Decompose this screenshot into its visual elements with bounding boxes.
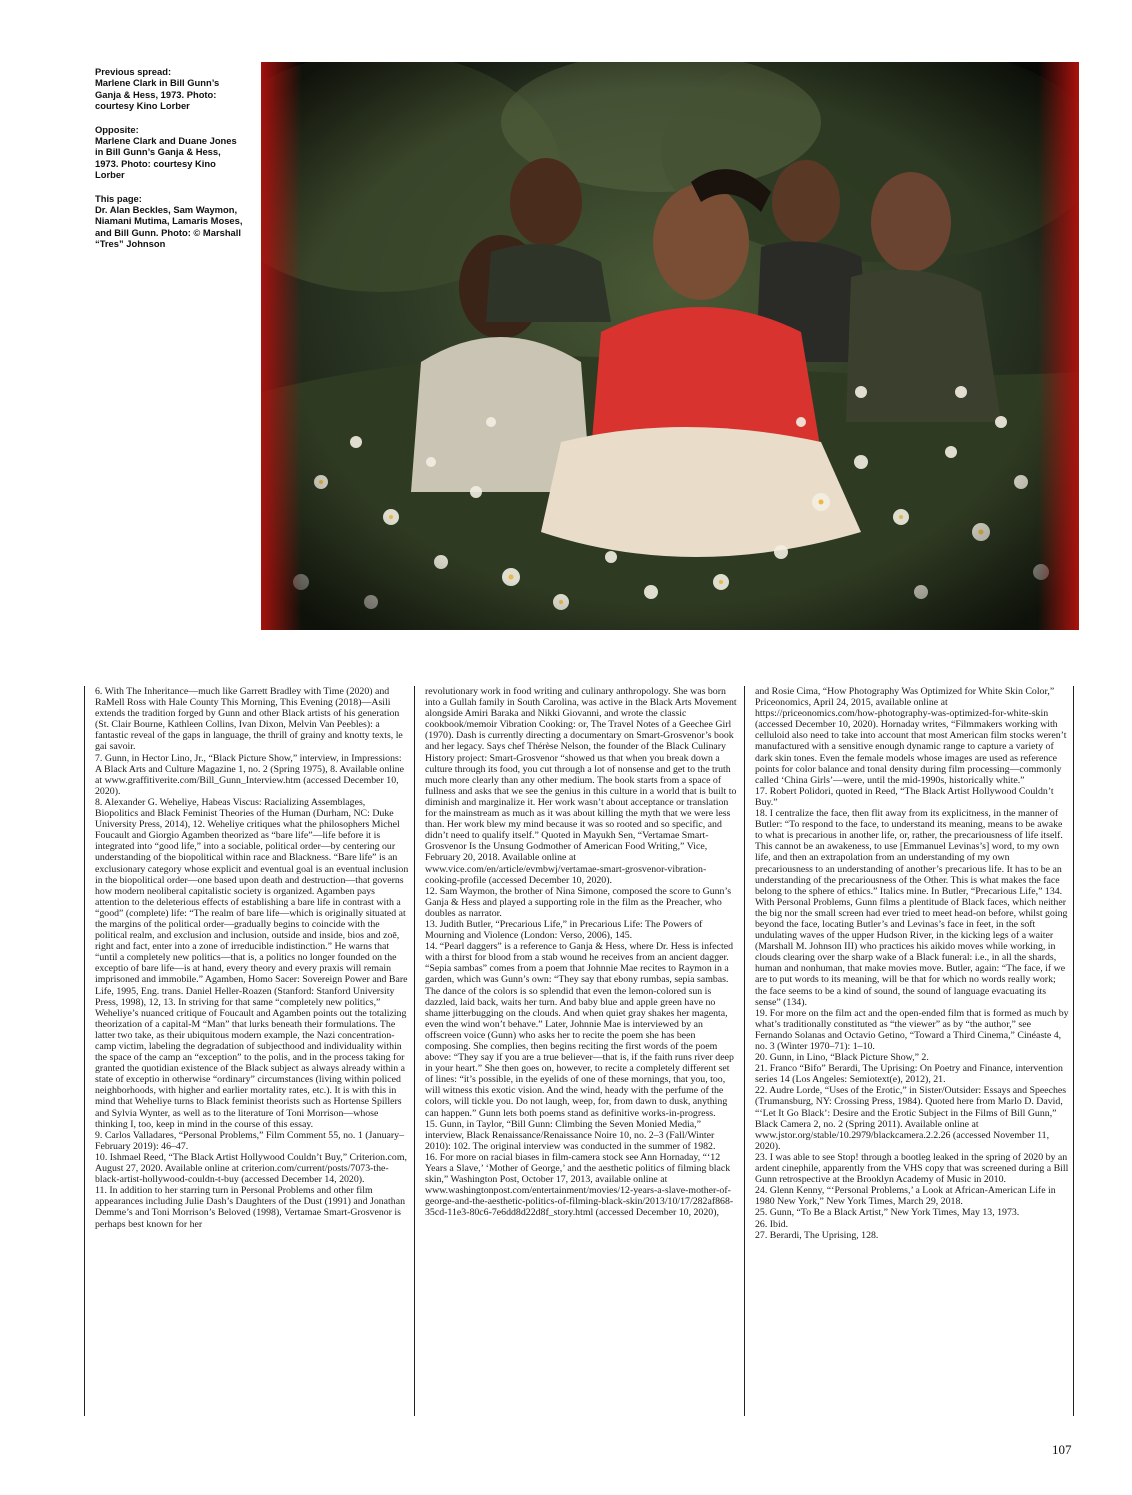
- endnote: 11. In addition to her starring turn in Personal Problems and other film appearances including Julie Dash’s Daughters of the Dust (1991) and Jonathan Demme’s and Toni Morrison’s Beloved (1998), Vertamae Smart-Grosvenor is perhaps best known for her: [95, 1185, 405, 1230]
- endnote: 21. Franco “Bifo” Berardi, The Uprising: On Poetry and Finance, intervention series 14 (Los Angeles: Semiotext(e), 2012), 21.: [755, 1063, 1063, 1086]
- caption-text: Marlene Clark in Bill Gunn’s Ganja & Hess, 1973. Photo: courtesy Kino Lorber: [95, 77, 220, 112]
- group-photo: [261, 62, 1079, 630]
- endnotes-column-2: [414, 686, 744, 1416]
- photo-captions: [95, 66, 245, 262]
- endnote: 25. Gunn, “To Be a Black Artist,” New York Times, May 13, 1973.: [755, 1207, 1020, 1219]
- caption-previous-spread: [95, 66, 245, 112]
- endnote: 20. Gunn, in Lino, “Black Picture Show,” 2.: [755, 1052, 929, 1064]
- endnote: 19. For more on the film act and the open-ended film that is formed as much by what’s traditionally constituted as “the viewer” as by “the author,” see Fernando Solanas and Octavio Getino, “Toward a Third Cinema,” Cinéaste 4, no. 3 (Winter 1970–71): 1–10.: [755, 1007, 1069, 1052]
- endnote: 24. Glenn Kenny, “‘Personal Problems,’ a Look at African-American Life in 1980 New York,” New York Times, March 29, 2018.: [755, 1185, 1056, 1208]
- caption-label: Opposite:: [95, 123, 139, 135]
- endnote: revolutionary work in food writing and culinary anthropology. She was born into a Gullah family in South Carolina, was active in the Black Arts Movement alongside Amiri Baraka and Nikki Giovanni, and wrote the classic cookbook/memoir Vibration Cooking: or, The Travel Notes of a Geechee Girl (1970). Dash is currently directing a documentary on Smart-Grosvenor’s book and her legacy. Says chef Thérèse Nelson, the founder of the Black Culinary History project: Smart-Grosvenor “showed us that when you break down a culture through its food, you cut through a lot of nonsense and get to the truth much more clearly than any other medium. The book starts from a space of fullness and asks that we see the genius in this culture in a world that is built to diminish and marginalize it. Her work wasn’t about acceptance or translation for the mainstream as much as it was about killing the myth that we were less than. Her work blew my mind because it was so rooted and so specific, and didn’t need to qualify itself.” Quoted in Mayukh Sen, “Vertamae Smart-Grosvenor Is the Unsung Godmother of American Food Writing,” Vice, February 20, 2018. Available online at www.vice.com/en/article/evmbwj/vertamae-smart-grosvenor-vibration-cooking-profile (accessed December 10, 2020).: [425, 686, 737, 886]
- endnote: 10. Ishmael Reed, “The Black Artist Hollywood Couldn’t Buy,” Criterion.com, August 27, 2020. Available online at criterion.com/current/posts/7073-the-black-artist-hollywood-couldn-t-buy (accessed December 14, 2020).: [95, 1151, 407, 1186]
- endnote: 27. Berardi, The Uprising, 128.: [755, 1229, 879, 1241]
- page-number: 107: [1052, 1442, 1072, 1457]
- endnotes-column-3: [744, 686, 1074, 1416]
- endnote: 7. Gunn, in Hector Lino, Jr., “Black Picture Show,” interview, in Impressions: A Black Arts and Culture Magazine 1, no. 2 (Spring 1975), 8. Available online at www.graffitiverite.com/Bill_Gunn_Interview.htm (accessed December 10, 2020).: [95, 752, 405, 797]
- caption-text: Dr. Alan Beckles, Sam Waymon, Niamani Mutima, Lamaris Moses, and Bill Gunn. Photo: © Marshall “Tres” Johnson: [95, 204, 243, 250]
- endnote: and Rosie Cima, “How Photography Was Optimized for White Skin Color,” Priceonomics, April 24, 2015, available online at https://priceonomics.com/how-photography-was-optimized-for-white-skin (accessed December 10, 2020). Hornaday writes, “Filmmakers working with celluloid also need to take into account that most American film stocks weren’t manufactured with a sensitive enough dynamic range to capture a variety of dark skin tones. Even the female models whose images are used as reference points for color balance and tonal density during film processing—commonly called ‘China Girls’—were, until the mid-1990s, historically white.”: [755, 686, 1067, 786]
- endnote: 22. Audre Lorde, “Uses of the Erotic,” in Sister/Outsider: Essays and Speeches (Trumansburg, NY: Crossing Press, 1984). Quoted here from Marlo D. David, “‘Let It Go Black’: Desire and the Erotic Subject in the Films of Bill Gunn,” Black Camera 2, no. 2 (Spring 2011). Available online at www.jstor.org/stable/10.2979/blackcamera.2.2.26 (accessed November 11, 2020).: [755, 1085, 1067, 1152]
- endnote: 6. With The Inheritance—much like Garrett Bradley with Time (2020) and RaMell Ross with Hale County This Morning, This Evening (2018)—Asili extends the tradition forged by Gunn and other Black artists of his generation (St. Clair Bourne, Kathleen Collins, Ivan Dixon, Melvin Van Peebles): a fantastic reveal of the gaps in language, the thrill of grainy and knotty texts, le gai savoir.: [95, 686, 403, 753]
- endnote: 9. Carlos Valladares, “Personal Problems,” Film Comment 55, no. 1 (January–February 2019): 46–47.: [95, 1129, 405, 1152]
- endnotes: [84, 686, 1082, 1416]
- caption-label: Previous spread:: [95, 66, 172, 77]
- group-photo-illustration: [261, 62, 1079, 630]
- endnote: 23. I was able to see Stop! through a bootleg leaked in the spring of 2020 by an ardent cinephile, apparently from the VHS copy that was screened during a Bill Gunn retrospective at the Brooklyn Academy of Music in 2010.: [755, 1151, 1069, 1186]
- endnote: 17. Robert Polidori, quoted in Reed, “The Black Artist Hollywood Couldn’t Buy.”: [755, 785, 1054, 808]
- endnote: 14. “Pearl daggers” is a reference to Ganja & Hess, where Dr. Hess is infected with a thirst for blood from a stab wound he receives from an ancient dagger. “Sepia sambas” comes from a poem that Johnnie Mae recites to Raymon in a garden, which was Gunn’s own: “They say that ebony rumbas, sepia sambas. The dance of the colors is so splendid that even the lemon-colored sun is dazzled, laid back, waits her turn. And baby blue and apple green have no shame jitterbugging on the clouds. And when quiet gray shakes her magenta, even the wind won’t behave.” Later, Johnnie Mae is interviewed by an offscreen voice (Gunn) who asks her to recite the poem she has been composing. She complies, then begins reciting the first words of the poem above: “They say if you are a true believer—that is, if the faith runs river deep in your heart.” She then goes on, however, to recite a completely different set of lines: “it’s possible, in the eyelids of one of these mornings, that you, too, will witness this exotic vision. And the wind, heady with the perfume of the colors, will tickle you. Do not laugh, weep, for, from dawn to dusk, anything can happen.” Gunn lets both poems stand as definitive works-in-progress.: [425, 941, 734, 1119]
- endnote: 13. Judith Butler, “Precarious Life,” in Precarious Life: The Powers of Mourning and Violence (London: Verso, 2006), 145.: [425, 918, 703, 942]
- endnote: 8. Alexander G. Weheliye, Habeas Viscus: Racializing Assemblages, Biopolitics and Black Feminist Theories of the Human (Durham, NC: Duke University Press, 2014), 12. Weheliye critiques what the philosophers Michel Foucault and Giorgio Agamben theorized as “bare life”—life before it is integrated into “good life,” into a sociable, political order—by centering our understanding of the biopolitical within race and Blackness. “Bare life” is an exclusionary category whose explicit and eventual goal is an eventual inclusion in the biopolitical order—one based upon death and destruction—that governs how modern neoliberal capitalistic society is organized. Agamben pays attention to the deleterious effects of establishing a bare life in contrast with a “good” (complete) life: “The realm of bare life—which is originally situated at the margins of the political order—gradually begins to coincide with the political realm, and exclusion and inclusion, outside and inside, bios and zoē, right and fact, enter into a zone of irreducible indistinction.” He warns that “until a completely new politics—that is, a politics no longer founded on the exceptio of bare life—is at hand, every theory and every praxis will remain imprisoned and immobile.” Agamben, Homo Sacer: Sovereign Power and Bare Life, 1995, Eng. trans. Daniel Heller-Roazen (Stanford: Stanford University Press, 1998), 12, 13. In striving for that same “completely new politics,” Weheliye’s nuanced critique of Foucault and Agamben points out the totalizing theorization of a capital-M “Man” that lurks beneath their formulations. The latter two take, as their ubiquitous modern example, the Nazi concentration-camp victim, labeling the degradation of subjecthood and individuality within the space of the camp an “exception” to the polis, and in the process taking for granted the quotidian existence of the Black subject as always already within a state of exceptio in otherwise “ordinary” circumstances (living within policed neighborhoods, with higher and earlier mortality rates, etc.). It is with this in mind that Weheliye turns to Black feminist theorists such as Hortense Spillers and Sylvia Wynter, as well as to the literature of Toni Morrison—whose thinking I, too, keep in mind in the course of this essay.: [95, 796, 409, 1130]
- caption-opposite: [95, 124, 245, 181]
- endnotes-column-1: [84, 686, 414, 1416]
- endnote: 15. Gunn, in Taylor, “Bill Gunn: Climbing the Seven Monied Media,” interview, Black Renaissance/Renaissance Noire 10, no. 2–3 (Fall/Winter 2010): 102. The original interview was conducted in the summer of 1982.: [425, 1118, 716, 1152]
- endnote: 16. For more on racial biases in film-camera stock see Ann Hornaday, “‘12 Years a Slave,’ ‘Mother of George,’ and the aesthetic politics of filming black skin,” Washington Post, October 17, 2013, available online at www.washingtonpost.com/entertainment/movies/12-years-a-slave-mother-of-george-and-the-aesthetic-politics-of-filming-black-skin/2013/10/17/282af868-35cd-11e3-80c6-7e6dd8d22d8f_story.html (accessed December 10, 2020),: [425, 1151, 734, 1219]
- endnote: 26. Ibid.: [755, 1218, 789, 1230]
- caption-text: Marlene Clark and Duane Jones in Bill Gunn’s Ganja & Hess, 1973. Photo: courtesy Kino Lorber: [95, 135, 237, 181]
- caption-this-page: [95, 193, 245, 250]
- endnote: 12. Sam Waymon, the brother of Nina Simone, composed the score to Gunn’s Ganja & Hess and played a supporting role in the film as the Preacher, who doubles as narrator.: [425, 885, 732, 919]
- caption-label: This page:: [95, 192, 142, 204]
- endnote: 18. I centralize the face, then flit away from its explicitness, in the manner of Butler: “To respond to the face, to understand its meaning, means to be awake to what is precarious in another life, or, rather, the precariousness of life itself. This cannot be an awakeness, to use [Emmanuel Levinas’s] word, to my own life, and then an extrapolation from an understanding of my own precariousness to an understanding of another’s precarious life. It has to be an understanding of the precariousness of the Other. This is what makes the face belong to the sphere of ethics.” Italics mine. In Butler, “Precarious Life,” 134. With Personal Problems, Gunn films a plentitude of Black faces, which neither the big nor the small screen had ever tried to meet head-on before, whilst going beyond the face, locating Butler’s and Levinas’s face in feet, in the soft undulating waves of the upper Hudson River, in the kicking legs of a waiter (Marshall M. Johnson III) who practices his aikido moves while working, in clouds clearing over the sharp wake of a Black funeral: i.e., in all the shards, human and nonhuman, that make movies move. Butler, again: “The face, if we are to put words to its meaning, will be that for which no words really work; the face seems to be a kind of sound, the sound of language evacuating its sense” (134).: [755, 808, 1068, 1008]
